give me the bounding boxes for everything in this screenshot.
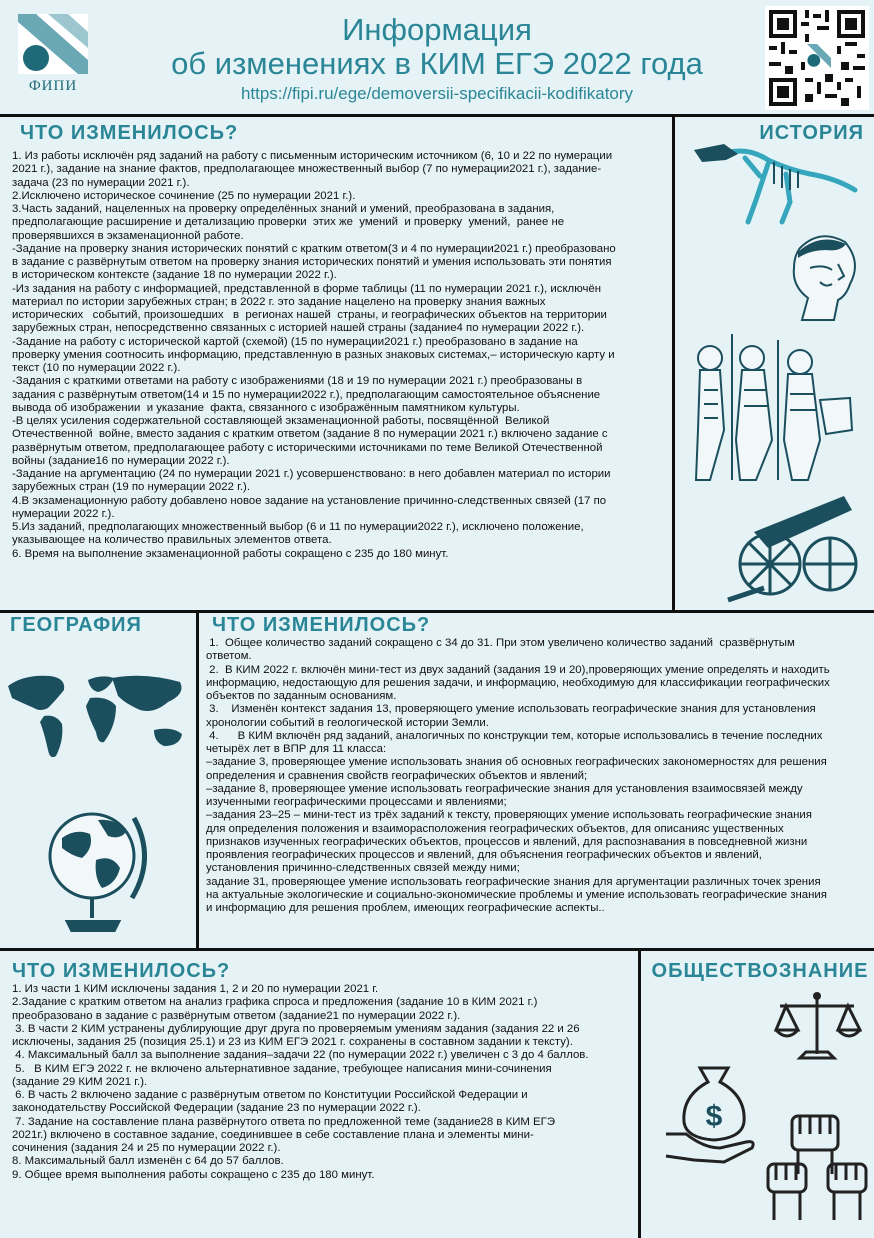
text-line: проявления географических процессов и явлений, для объяснения географических объектов и явлений,: [206, 849, 762, 861]
qr-code-icon: [765, 6, 869, 110]
money-bag-hand-icon: [664, 1056, 764, 1166]
text-line: на актуальные экологические и социально-экономические проблемы и умение использовать географические знания: [206, 888, 827, 901]
text-line: 4. Максимальный балл за выполнение задания–задачи 22 (по нумерации 2022 г.) увеличен с 3 до 4 баллов.: [12, 1049, 589, 1062]
text-line: информацию, недостающую для решения задачи, и информацию, необходимую для классификации географических: [206, 676, 830, 689]
text-line: -Задание на работу с исторической картой (схемой) (15 по нумерации2021 г.) преобразовано в задание на: [12, 335, 578, 348]
text-line: –задание 8, проверяющее умение использовать географические знания для установления взаимосвязей между: [206, 782, 803, 795]
text-line: 2021г.) включено в составное задание, соединившее в себе составление плана и элементы мини-: [12, 1128, 534, 1141]
geography-section-title: ЧТО ИЗМЕНИЛОСЬ?: [212, 614, 431, 636]
text-line: 1. Из работы исключён ряд заданий на работу с письменным историческим источником (6, 10 и 22 по нумерации: [12, 150, 613, 162]
divider: [638, 948, 641, 1238]
social-section-title: ЧТО ИЗМЕНИЛОСЬ?: [12, 960, 231, 982]
world-map-icon: [4, 668, 192, 768]
text-line: 2.Исключено историческое сочинение (25 по нумерации 2021 г.).: [12, 189, 356, 202]
text-line: 4.В экзаменационную работу добавлено новое задание на установление причинно-следственных связей (17 по: [12, 494, 607, 507]
text-line: 3. Изменён контекст задания 13, проверяющего умение использовать географические знания для установления: [206, 703, 816, 716]
text-line: –задания 23–25 – мини-тест из трёх заданий к тексту, проверяющих умение использовать географические знания: [206, 809, 812, 822]
text-line: задача (23 по нумерации 2021 г.).: [12, 176, 190, 189]
text-line: 6. Время на выполнение экзаменационной работы сокращено с 235 до 180 минут.: [12, 547, 449, 560]
text-line: текст (10 по нумерации 2022 г.).: [12, 362, 181, 374]
text-line: 3. В части 2 КИМ устранены дублирующие друг друга по проверяемым умениям задания (задания 22 и 26: [12, 1022, 580, 1035]
history-subject-title: ИСТОРИЯ: [759, 122, 864, 144]
text-line: в историческом контексте (задание 18 по нумерации 2022 г.).: [12, 269, 337, 282]
divider: [0, 948, 874, 951]
text-line: ответом.: [206, 650, 252, 663]
text-line: 1. Общее количество заданий сокращено с 34 до 31. При этом увеличено количество заданий сразвёрнутым: [206, 637, 795, 649]
text-line: преобразовано в задание с развёрнутым ответом (задание21 по нумерации 2022 г.).: [12, 1009, 461, 1022]
text-line: развёрнутым ответом, предполагающее работу с историческими источниками по теме Великой Отечественной: [12, 441, 603, 454]
text-line: зарубежных стран, непосредственно связанных с историей нашей страны (задание4 по нумерации 2022 г.).: [12, 322, 585, 335]
text-line: проверку умения соотносить информацию, представленную в разных знаковых системах,– историческую карту и: [12, 348, 615, 361]
text-line: –задание 3, проверяющее умение использовать знания об основных географических закономерностях для решения: [206, 756, 827, 769]
text-line: -Задания с краткими ответами на работу с изображениями (18 и 19 по нумерации 2021 г.) преобразованы в: [12, 375, 583, 388]
text-line: 2021 г.), задание на знание фактов, предполагающее множественный выбор (7 по нумерации2021 г.), задание-: [12, 163, 602, 176]
raised-fists-icon: [762, 1108, 872, 1226]
text-line: хронологии событий в геологической истории Земли.: [206, 716, 489, 729]
source-link[interactable]: https://fipi.ru/ege/demoversii-specifikacii-kodifikatory: [240, 84, 634, 103]
roman-head-icon: [780, 228, 866, 323]
text-line: и информацию для решения проблем, имеющих географические аспекты..: [206, 902, 605, 914]
text-line: зарубежных стран (19 по нумерации 2022 г.).: [12, 481, 250, 494]
text-line: указывающее на количество правильных элементов ответа.: [12, 534, 332, 547]
text-line: четырёх лет в ВПР для 11 класса:: [206, 743, 387, 755]
page-title: Информация: [342, 12, 532, 47]
social-subject-title: ОБЩЕСТВОЗНАНИЕ: [651, 960, 869, 982]
text-line: 2. В КИМ 2022 г. включён мини-тест из двух заданий (задания 19 и 20),проверяющих умение определять и находить: [206, 663, 830, 676]
history-changes-text: [12, 150, 672, 561]
text-line: вывода об изображении и указание факта, связанного с изображённым памятником культуры.: [12, 401, 520, 414]
text-line: -Задание на проверку знания исторических понятий с кратким ответом(3 и 4 по нумерации2021 г.) преобразовано: [12, 242, 616, 255]
globe-icon: [36, 798, 156, 938]
svg-text:$: $: [705, 1100, 723, 1133]
text-line: Отечественной войне, вместо задания с кратким ответом (задание 8 по нумерации 2021 г.) включено задание с: [12, 428, 608, 441]
geography-subject-title: ГЕОГРАФИЯ: [10, 614, 142, 636]
text-line: 6. В часть 2 включено задание с развёрнутым ответом по Конституции Российской Федерации и: [12, 1089, 528, 1101]
text-line: -Задание на аргументацию (24 по нумерации 2021 г.) усовершенствовано: в него добавлен материал по истории: [12, 468, 611, 480]
text-line: 5. В КИМ ЕГЭ 2022 г. не включено альтернативное задание, требующее написания мини-сочинения: [12, 1062, 552, 1075]
text-line: (задание 29 КИМ 2021 г.).: [12, 1075, 148, 1088]
text-line: войны (задание16 по нумерации 2022 г.).: [12, 454, 230, 467]
text-line: признаков изученных географических объектов, процессов и явлений, для распознавания в повседневной жизни: [206, 835, 808, 848]
dinosaur-skeleton-icon: [690, 140, 860, 230]
text-line: 9. Общее время выполнения работы сокращено с 235 до 180 минут.: [12, 1168, 375, 1181]
text-line: проверявшихся в экзаменационной работе.: [12, 229, 244, 242]
history-section-title: ЧТО ИЗМЕНИЛОСЬ?: [20, 122, 239, 144]
text-line: установления причинно-следственных связей между ними;: [206, 862, 520, 875]
text-line: предполагающие расширение и детализацию проверки этих же умений и проверку умений, ранее не: [12, 216, 565, 229]
text-line: сочинения (задания 24 и 25 по нумерации 2022 г.).: [12, 1142, 281, 1154]
text-line: 7. Задание на составление плана развёрнутого ответа по предложенной теме (задание28 в КИМ ЕГЭ: [12, 1115, 556, 1128]
text-line: 3.Часть заданий, нацеленных на проверку определённых знаний и умений, преобразована в задания,: [12, 203, 555, 215]
text-line: материал по истории зарубежных стран; в 2022 г. это задание нацелено на проверку знания важных: [12, 295, 546, 308]
ancient-warriors-icon: [680, 330, 860, 490]
text-line: нумерации 2022 г.).: [12, 507, 115, 520]
scales-icon: [772, 990, 862, 1066]
text-line: определения и сравнения свойств географических объектов и явлений;: [206, 769, 588, 782]
text-line: законодательству Российской Федерации (задание 23 по нумерации 2022 г.).: [12, 1102, 421, 1115]
text-line: изученными географическими процессами и явлениями;: [206, 796, 507, 808]
page-subtitle: об изменениях в КИМ ЕГЭ 2022 года: [171, 46, 703, 81]
divider: [196, 610, 199, 951]
text-line: 4. В КИМ включён ряд заданий, аналогичных по конструкции тем, которые использовались в течение последних: [206, 729, 823, 742]
text-line: -В целях усиления содержательной составляющей экзаменационной работы, посвящённой Великой: [12, 415, 550, 427]
text-line: исключены, задания 25 (позиция 25.1) и 23 из КИМ ЕГЭ 2021 г. сохранены в составном задании к тексту).: [12, 1036, 573, 1048]
geography-changes-text: [206, 637, 870, 915]
cannon-icon: [724, 492, 864, 606]
text-line: 8. Максимальный балл изменён с 64 до 57 баллов.: [12, 1155, 284, 1168]
text-line: для определения положения и взаиморасположения географических объектов, для описанияс ущественных: [206, 822, 784, 835]
divider: [0, 610, 874, 613]
social-changes-text: [12, 983, 638, 1182]
divider: [672, 114, 675, 613]
text-line: в задание с развёрнутым ответом на проверку знания исторических понятий и умения использовать эти понятия: [12, 256, 612, 268]
text-line: 5.Из заданий, предполагающих множественный выбор (6 и 11 по нумерации2022 г.), исключено положение,: [12, 521, 584, 533]
text-line: задание 31, проверяющее умение использовать географические знания для аргументации различных точек зрения: [206, 875, 821, 888]
text-line: 2.Задание с кратким ответом на анализ графика спроса и предложения (задание 10 в КИМ 2021 г.): [12, 996, 538, 1009]
text-line: -Из задания на работу с информацией, представленной в форме таблицы (11 по нумерации 2021 г.), исключён: [12, 282, 602, 295]
divider: [0, 114, 874, 117]
logo-text: ФИПИ: [28, 78, 78, 94]
text-line: 1. Из части 1 КИМ исключены задания 1, 2 и 20 по нумерации 2021 г.: [12, 983, 379, 995]
text-line: исторических событий, произошедших в регионах нашей страны, и географических объектов на территории: [12, 309, 607, 321]
text-line: задания с развёрнутым ответом(14 и 15 по нумерации2022 г.), предполагающим самостоятельное объяснение: [12, 388, 601, 401]
text-line: объектов по заданным основаниям.: [206, 690, 397, 702]
